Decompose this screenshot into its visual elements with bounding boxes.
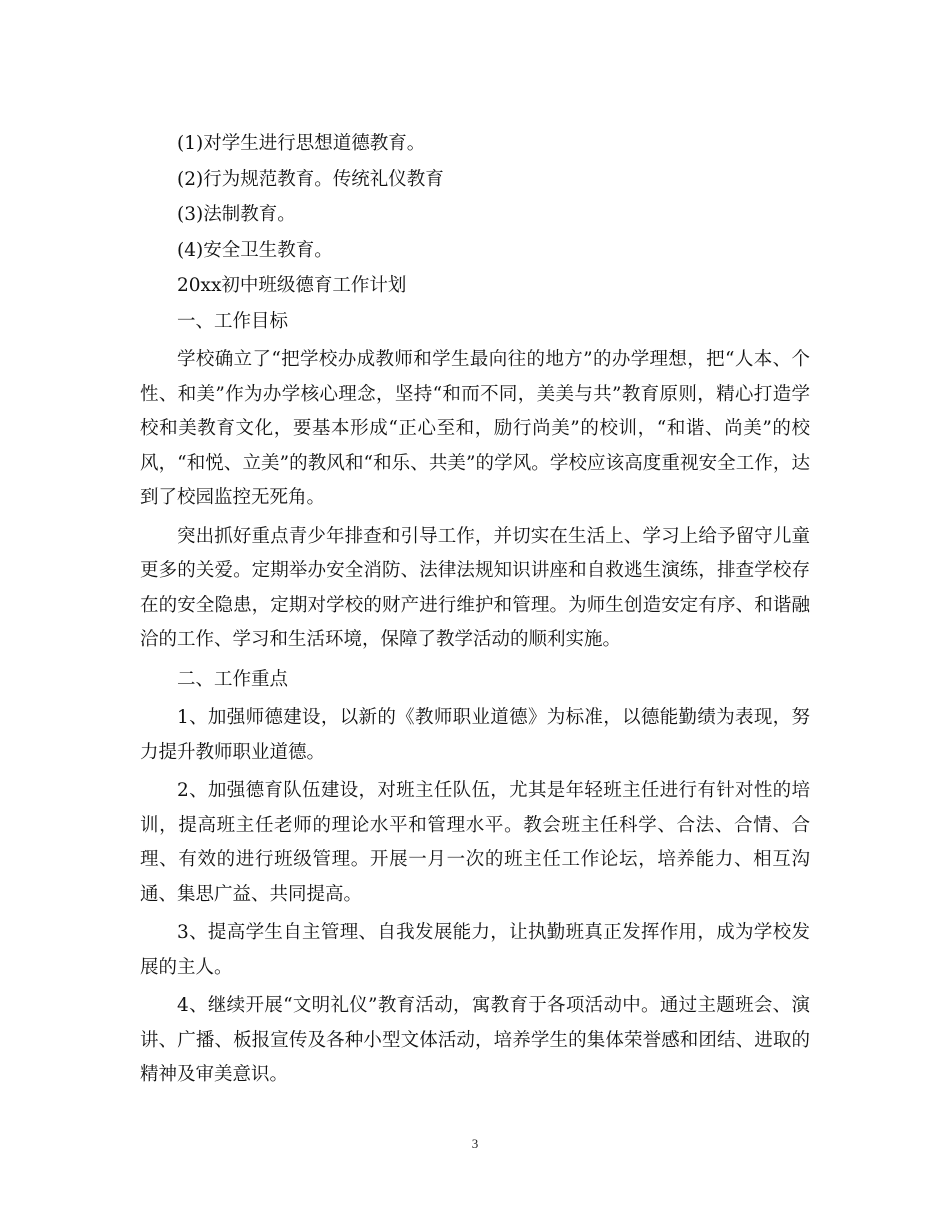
section-title-focus: 二、工作重点 [177,668,289,690]
paragraph-focus-teacher-ethics: 1、加强师德建设，以新的《教师职业道德》为标准，以德能勤绩为表现，努力提升教师职业道德。 [140,707,810,763]
section-title-goals: 一、工作目标 [177,310,289,332]
paragraph-focus-etiquette-activities: 4、继续开展“文明礼仪”教育活动，寓教育于各项活动中。通过主题班会、演讲、广播、板报宣传及各种小型文体活动，培养学生的集体荣誉感和团结、进取的精神及审美意识。 [140,995,810,1085]
paragraph-safety-work: 突出抓好重点青少年排查和引导工作，并切实在生活上、学习上给予留守儿童更多的关爱。定期举办安全消防、法律法规知识讲座和自救逃生演练，排查学校存在的安全隐患，定期对学校的财产进行维护和管理。为师生创造安定有序、和谐融洽的工作、学习和生活环境，保障了教学活动的顺利实施。 [140,525,810,650]
list-item-legal-education: (3)法制教育。 [177,204,296,225]
plan-heading: 20xx初中班级德育工作计划 [177,275,407,296]
paragraph-focus-team-building: 2、加强德育队伍建设，对班主任队伍，尤其是年轻班主任进行有针对性的培训，提高班主任老师的理论水平和管理水平。教会班主任科学、合法、合情、合理、有效的进行班级管理。开展一月一次的班主任工作论坛，培养能力、相互沟通、集思广益、共同提高。 [140,780,810,905]
document-body [140,126,810,1093]
list-item-safety-hygiene: (4)安全卫生教育。 [177,239,333,261]
page-number: 3 [471,1136,479,1151]
list-item-behavior-etiquette: (2)行为规范教育。传统礼仪教育 [177,168,444,190]
list-item-moral-education: (1)对学生进行思想道德教育。 [177,133,426,154]
paragraph-focus-student-management: 3、提高学生自主管理、自我发展能力，让执勤班真正发挥作用，成为学校发展的主人。 [140,922,810,978]
paragraph-school-philosophy: 学校确立了“把学校办成教师和学生最向往的地方”的办学理想，把“人本、个性、和美”作为办学核心理念，坚持“和而不同，美美与共”教育原则，精心打造学校和美教育文化，要基本形成“正心至和，励行尚美”的校训，“和谐、尚美”的校风，“和悦、立美”的教风和“和乐、共美”的学风。学校应该高度重视安全工作，达到了校园监控无死角。 [140,349,810,508]
